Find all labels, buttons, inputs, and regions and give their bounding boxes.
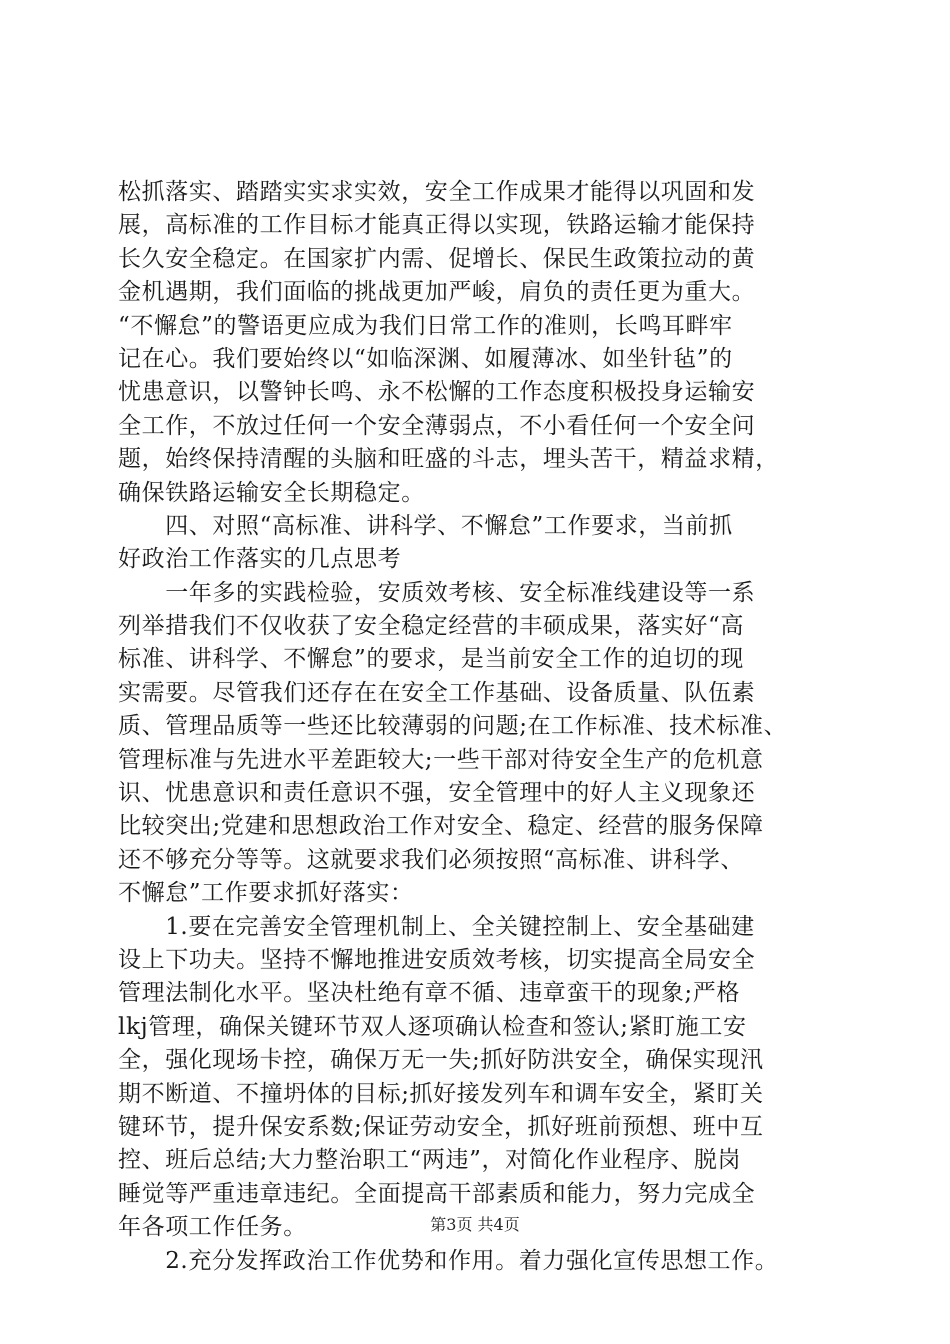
text-line: 还不够充分等等。这就要求我们必须按照“高标准、讲科学、 <box>118 846 744 873</box>
text-line: 管理标准与先进水平差距较大;一些干部对待安全生产的危机意 <box>118 746 764 773</box>
text-line: 松抓落实、踏踏实实求实效，安全工作成果才能得以巩固和发 <box>118 179 756 205</box>
text-line: “不懈怠”的警语更应成为我们日常工作的准则，长鸣耳畔牢 <box>118 312 733 339</box>
text-line: 管理法制化水平。坚决杜绝有章不循、违章蛮干的现象;严格 <box>118 980 740 1007</box>
text-line: 睡觉等严重违章违纪。全面提高干部素质和能力，努力完成全 <box>118 1180 756 1207</box>
body-text <box>118 176 834 1278</box>
text-line: 金机遇期，我们面临的挑战更加严峻，肩负的责任更为重大。 <box>118 279 756 306</box>
list-item-line: 1.要在完善安全管理机制上、全关键控制上、安全基础建 <box>118 913 755 940</box>
text-line: 忧患意识，以警钟长鸣、永不松懈的工作态度积极投身运输安 <box>118 379 756 406</box>
page-footer <box>0 1214 950 1236</box>
text-line: 题，始终保持清醒的头脑和旺盛的斗志，埋头苦干，精益求精， <box>118 446 779 473</box>
list-item-line: 2.充分发挥政治工作优势和作用。着力强化宣传思想工作。 <box>118 1247 779 1274</box>
text-line: 识、忧患意识和责任意识不强，安全管理中的好人主义现象还 <box>118 780 756 807</box>
text-line: 设上下功夫。坚持不懈地推进安质效考核，切实提高全局安全 <box>118 946 756 973</box>
text-line: 键环节，提升保安系数;保证劳动安全，抓好班前预想、班中互 <box>118 1113 764 1140</box>
text-line: 长久安全稳定。在国家扩内需、促增长、保民生政策拉动的黄 <box>118 245 756 272</box>
text-line: 标准、讲科学、不懈怠”的要求，是当前安全工作的迫切的现 <box>118 646 744 673</box>
section-heading-line: 好政治工作落实的几点思考 <box>118 546 402 573</box>
text-line: 实需要。尽管我们还存在在安全工作基础、设备质量、队伍素 <box>118 679 756 706</box>
text-line: 记在心。我们要始终以“如临深渊、如履薄冰、如坐针毡”的 <box>118 345 733 372</box>
page-number-label: 第3页 共4页 <box>430 1215 520 1234</box>
text-line: 质、管理品质等一些还比较薄弱的问题;在工作标准、技术标准、 <box>118 713 788 740</box>
text-line: 期不断道、不撞坍体的目标;抓好接发列车和调车安全，紧盯关 <box>118 1080 764 1107</box>
text-line: 确保铁路运输安全长期稳定。 <box>118 479 425 506</box>
text-line: 不懈怠”工作要求抓好落实： <box>118 880 414 907</box>
text-line: 列举措我们不仅收获了安全稳定经营的丰硕成果，落实好“高 <box>118 613 744 640</box>
text-line: lkj管理，确保关键环节双人逐项确认检查和签认;紧盯施工安 <box>118 1013 747 1040</box>
text-line: 年各项工作任务。 <box>118 1214 307 1241</box>
text-line: 控、班后总结;大力整治职工“两违”，对简化作业程序、脱岗 <box>118 1147 742 1174</box>
text-line: 一年多的实践检验，安质效考核、安全标准线建设等一系 <box>118 579 756 606</box>
section-heading-line: 四、对照“高标准、讲科学、不懈怠”工作要求，当前抓 <box>118 512 733 539</box>
text-line: 全，强化现场卡控，确保万无一失;抓好防洪安全，确保实现汛 <box>118 1047 764 1074</box>
text-line: 展，高标准的工作目标才能真正得以实现，铁路运输才能保持 <box>118 212 756 239</box>
text-line: 全工作，不放过任何一个安全薄弱点，不小看任何一个安全问 <box>118 412 756 439</box>
text-line: 比较突出;党建和思想政治工作对安全、稳定、经营的服务保障 <box>118 813 764 840</box>
